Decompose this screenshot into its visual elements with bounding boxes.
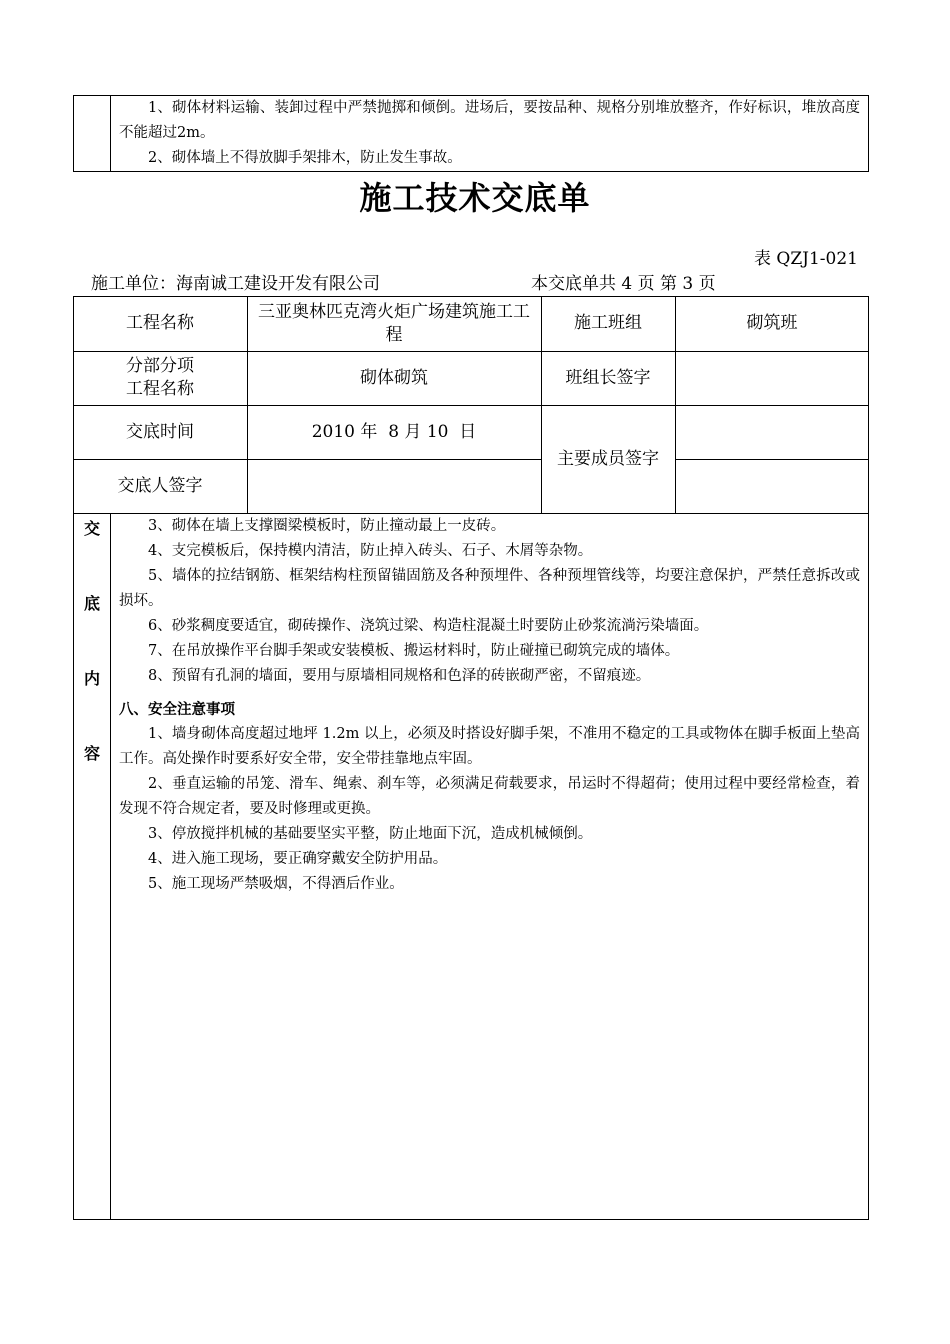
side-label-char-1: 交 (83, 519, 100, 538)
content-item-6: 6、砂浆稠度要适宜，砌砖操作、浇筑过梁、构造柱混凝土时要防止砂浆流淌污染墙面。 (148, 618, 709, 634)
content-text (119, 514, 860, 897)
leader-sign-label: 班组长签字 (565, 367, 651, 388)
members-sign-field-1[interactable] (676, 406, 868, 458)
safety-item-1: 1、墙身砌体高度超过地坪 1.2m 以上，必须及时搭设好脚手架，不准用不稳定的工具或物体在脚手板面上垫高工作。高处操作时要系好安全带，安全带挂靠地点牢固。 (119, 726, 860, 767)
discloser-sign-field[interactable] (248, 460, 540, 513)
top-box-divider (110, 95, 111, 172)
project-name-label: 工程名称 (126, 313, 194, 333)
content-item-3: 3、砌体在墙上支撑圈梁模板时，防止撞动最上一皮砖。 (148, 518, 506, 534)
team-label: 施工班组 (574, 313, 642, 333)
side-label-char-2: 底 (83, 594, 100, 613)
content-divider (110, 513, 111, 1220)
members-sign-label: 主要成员签字 (557, 449, 659, 469)
sub-project-value: 砌体砌筑 (360, 367, 428, 388)
side-label-char-3: 内 (83, 669, 100, 688)
sub-project-label-line-1: 分部分项 (126, 356, 194, 376)
team-value: 砌筑班 (746, 313, 798, 333)
top-box-line-2: 2、砌体墙上不得放脚手架排木，防止发生事故。 (148, 150, 462, 166)
disclosure-date-value: 2010 年 8 月 10 日 (311, 421, 477, 442)
content-item-7: 7、在吊放操作平台脚手架或安装模板、搬运材料时，防止碰撞已砌筑完成的墙体。 (148, 643, 680, 659)
discloser-sign-label: 交底人签字 (117, 476, 203, 496)
page-title: 施工技术交底单 (359, 179, 591, 217)
sub-project-label-line-2: 工程名称 (126, 379, 194, 399)
construction-unit: 施工单位：海南诚工建设开发有限公司 (91, 274, 380, 294)
side-label-char-4: 容 (83, 744, 100, 763)
safety-item-2: 2、垂直运输的吊笼、滑车、绳索、刹车等，必须满足荷载要求，吊运时不得超荷；使用过程中要经常检查，着发现不符合规定者，要及时修理或更换。 (119, 776, 860, 817)
safety-item-4: 4、进入施工现场，要正确穿戴安全防护用品。 (148, 851, 448, 867)
members-sign-field-2[interactable] (676, 460, 868, 513)
content-item-8: 8、预留有孔洞的墙面，要用与原墙相同规格和色泽的砖嵌砌严密，不留痕迹。 (148, 668, 651, 684)
content-item-4: 4、支完模板后，保持模内清洁，防止掉入砖头、石子、木屑等杂物。 (148, 543, 593, 559)
project-name-value: 三亚奥林匹克湾火炬广场建筑施工工程 (258, 301, 530, 345)
safety-item-3: 3、停放搅拌机械的基础要坚实平整，防止地面下沉，造成机械倾倒。 (148, 826, 593, 842)
top-box-text (119, 96, 860, 171)
safety-heading: 八、安全注意事项 (119, 701, 235, 718)
sub-project-label (73, 351, 247, 405)
form-code: 表 QZJ1-021 (754, 249, 858, 269)
disclosure-date-label: 交底时间 (126, 421, 194, 442)
leader-sign-field[interactable] (676, 352, 868, 404)
content-item-5: 5、墙体的拉结钢筋、框架结构柱预留锚固筋及各种预埋件、各种预埋管线等，均要注意保护，严禁任意拆改或损坏。 (119, 568, 860, 609)
page-count: 本交底单共 4 页 第 3 页 (531, 274, 716, 294)
safety-item-5: 5、施工现场严禁吸烟，不得酒后作业。 (148, 876, 404, 892)
top-box-line-1: 1、砌体材料运输、装卸过程中严禁抛掷和倾倒。进场后，要按品种、规格分别堆放整齐，作好标识，堆放高度不能超过2m。 (119, 100, 860, 141)
